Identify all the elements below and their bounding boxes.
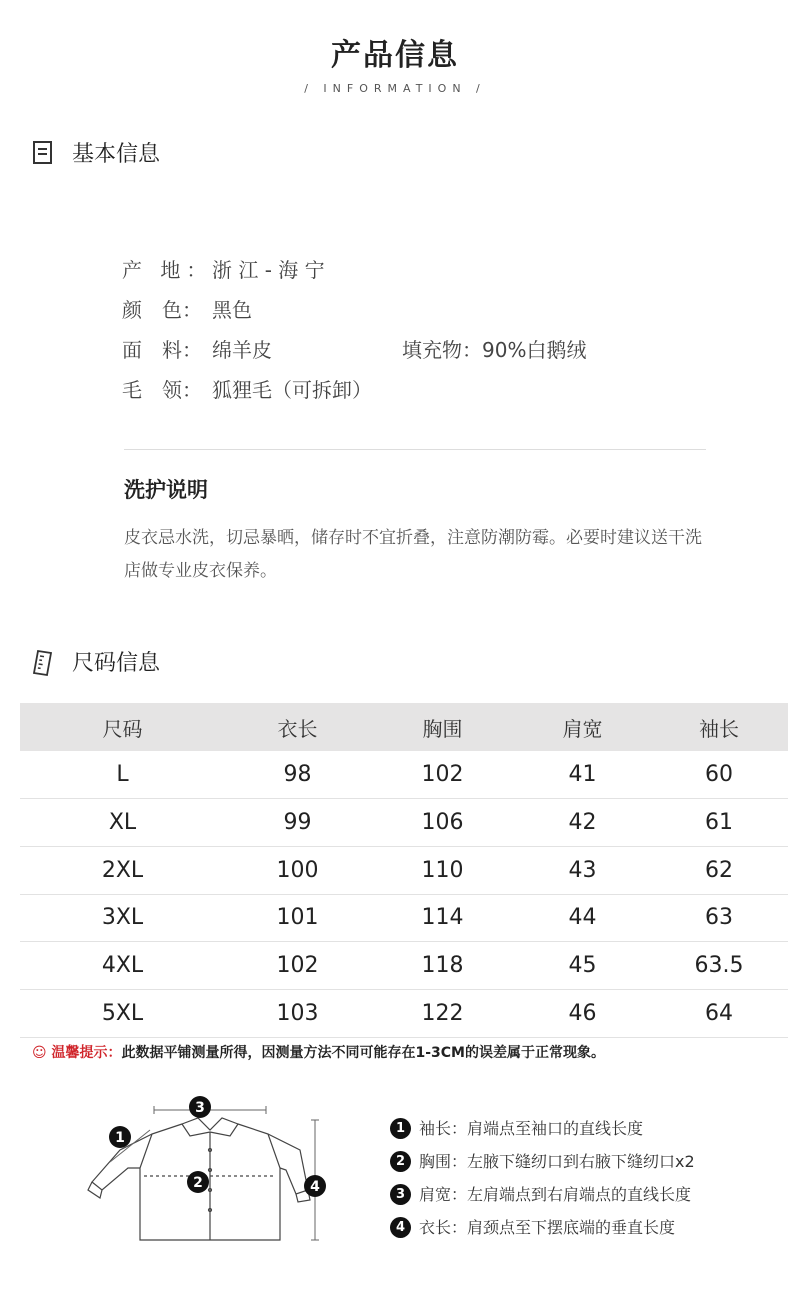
table-cell: XL bbox=[20, 799, 225, 847]
info-label: 颜 色： bbox=[122, 298, 202, 322]
legend-item bbox=[390, 1112, 695, 1145]
legend-text: 左腋下缝纫口到右腋下缝纫口x2 bbox=[467, 1152, 695, 1171]
table-cell: 61 bbox=[650, 799, 788, 847]
info-value: 黑色 bbox=[212, 298, 252, 322]
tip-text: 此数据平铺测量所得，因测量方法不同可能存在1-3CM的误差属于正常现象。 bbox=[121, 1045, 605, 1061]
info-label: 产 地： bbox=[122, 258, 213, 282]
info-row-origin bbox=[122, 250, 372, 290]
table-cell: 118 bbox=[370, 942, 515, 990]
care-text: 皮衣忌水洗，切忌暴晒，储存时不宜折叠，注意防潮防霉。必要时建议送干洗店做专业皮衣保养。 bbox=[124, 528, 702, 581]
table-cell: 45 bbox=[515, 942, 650, 990]
legend-item bbox=[390, 1211, 695, 1244]
size-info-heading-label: 尺码信息 bbox=[72, 651, 161, 676]
legend-item bbox=[390, 1178, 695, 1211]
table-cell: L bbox=[20, 751, 225, 799]
info-value: 绵羊皮 bbox=[212, 338, 272, 362]
legend-label: 胸围： bbox=[419, 1152, 468, 1171]
basic-info-list bbox=[122, 250, 587, 410]
table-cell: 3XL bbox=[20, 894, 225, 942]
info-row-collar bbox=[122, 370, 372, 410]
column-header: 衣长 bbox=[225, 703, 370, 751]
table-cell: 4XL bbox=[20, 942, 225, 990]
size-info-heading bbox=[32, 646, 160, 677]
table-cell: 63 bbox=[650, 894, 788, 942]
legend-label: 袖长： bbox=[419, 1119, 468, 1138]
table-cell: 64 bbox=[650, 989, 788, 1037]
table-cell: 42 bbox=[515, 799, 650, 847]
measurement-diagram bbox=[80, 1090, 340, 1250]
tip-label: 温馨提示： bbox=[51, 1045, 122, 1061]
page-title: 产品信息 bbox=[331, 38, 459, 73]
document-icon bbox=[32, 140, 54, 166]
table-cell: 41 bbox=[515, 751, 650, 799]
marker-label: 1 bbox=[115, 1130, 125, 1146]
basic-info-heading-label: 基本信息 bbox=[72, 142, 161, 167]
info-label: 毛 领： bbox=[122, 378, 202, 402]
diagram-marker-3 bbox=[189, 1096, 211, 1118]
measurement-legend bbox=[390, 1112, 695, 1244]
tip bbox=[32, 1042, 605, 1062]
size-table bbox=[20, 703, 788, 1038]
info-row-color bbox=[122, 290, 372, 330]
legend-number: 2 bbox=[390, 1151, 411, 1172]
table-cell: 122 bbox=[370, 989, 515, 1037]
jacket-outline-icon bbox=[80, 1090, 340, 1250]
table-cell: 44 bbox=[515, 894, 650, 942]
smile-icon: ☺ bbox=[32, 1045, 47, 1061]
info-value: 狐狸毛（可拆卸） bbox=[212, 378, 372, 402]
legend-label: 肩宽： bbox=[419, 1185, 468, 1204]
table-cell: 102 bbox=[370, 751, 515, 799]
legend-number: 3 bbox=[390, 1184, 411, 1205]
diagram-marker-4 bbox=[304, 1175, 326, 1197]
divider bbox=[124, 449, 706, 450]
size-table-header bbox=[20, 703, 788, 751]
info-label: 填充物： bbox=[402, 338, 482, 362]
info-value: 浙 江 - 海 宁 bbox=[212, 258, 325, 282]
table-cell: 114 bbox=[370, 894, 515, 942]
column-header: 尺码 bbox=[20, 703, 225, 751]
legend-item bbox=[390, 1145, 695, 1178]
legend-number: 1 bbox=[390, 1118, 411, 1139]
table-row bbox=[20, 989, 788, 1037]
table-cell: 5XL bbox=[20, 989, 225, 1037]
ruler-icon bbox=[32, 649, 54, 675]
page-subtitle: / INFORMATION / bbox=[304, 82, 486, 95]
care-title: 洗护说明 bbox=[124, 478, 208, 502]
info-label: 面 料： bbox=[122, 338, 202, 362]
table-row bbox=[20, 799, 788, 847]
table-cell: 101 bbox=[225, 894, 370, 942]
table-cell: 110 bbox=[370, 846, 515, 894]
info-filling bbox=[402, 330, 586, 370]
table-row bbox=[20, 846, 788, 894]
table-cell: 46 bbox=[515, 989, 650, 1037]
table-cell: 98 bbox=[225, 751, 370, 799]
column-header: 胸围 bbox=[370, 703, 515, 751]
table-cell: 100 bbox=[225, 846, 370, 894]
table-row bbox=[20, 942, 788, 990]
diagram-marker-1 bbox=[109, 1126, 131, 1148]
legend-text: 肩颈点至下摆底端的垂直长度 bbox=[467, 1218, 676, 1237]
marker-label: 4 bbox=[310, 1179, 320, 1195]
legend-label: 衣长： bbox=[419, 1218, 468, 1237]
diagram-marker-2 bbox=[187, 1171, 209, 1193]
marker-label: 3 bbox=[195, 1100, 205, 1116]
table-row bbox=[20, 894, 788, 942]
table-cell: 2XL bbox=[20, 846, 225, 894]
table-cell: 102 bbox=[225, 942, 370, 990]
table-cell: 43 bbox=[515, 846, 650, 894]
table-cell: 103 bbox=[225, 989, 370, 1037]
legend-text: 左肩端点到右肩端点的直线长度 bbox=[467, 1185, 692, 1204]
table-row bbox=[20, 751, 788, 799]
legend-number: 4 bbox=[390, 1217, 411, 1238]
table-cell: 60 bbox=[650, 751, 788, 799]
table-cell: 62 bbox=[650, 846, 788, 894]
info-row-fabric bbox=[122, 330, 587, 370]
basic-info-heading bbox=[32, 137, 160, 168]
column-header: 袖长 bbox=[650, 703, 788, 751]
table-cell: 99 bbox=[225, 799, 370, 847]
marker-label: 2 bbox=[193, 1175, 203, 1191]
table-cell: 106 bbox=[370, 799, 515, 847]
table-cell: 63.5 bbox=[650, 942, 788, 990]
column-header: 肩宽 bbox=[515, 703, 650, 751]
legend-text: 肩端点至袖口的直线长度 bbox=[467, 1119, 644, 1138]
info-value: 90%白鹅绒 bbox=[482, 338, 587, 362]
